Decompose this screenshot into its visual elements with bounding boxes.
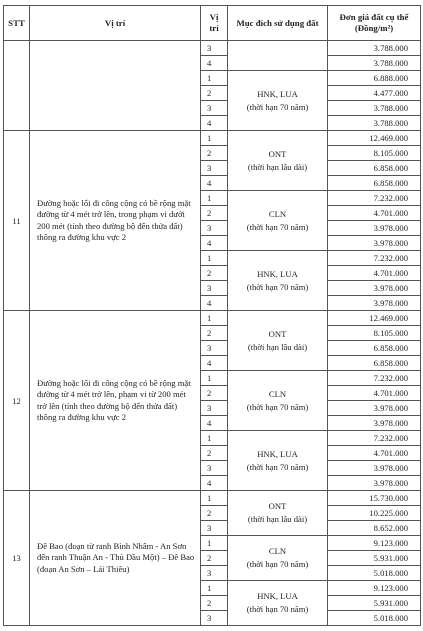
price-cell: 3.788.000: [328, 116, 421, 131]
position-cell: 2: [201, 86, 228, 101]
header-purpose: Mục đích sử dụng đất: [228, 6, 328, 41]
purpose-code: HNK, LUA: [257, 88, 298, 99]
table-row: [4, 491, 421, 506]
purpose-term: (thời hạn lâu dài): [247, 514, 308, 524]
position-cell: 1: [201, 431, 228, 446]
purpose-term: (thời hạn 70 năm): [246, 221, 309, 232]
purpose-cell: [228, 581, 328, 626]
position-cell: 3: [201, 281, 228, 296]
price-cell: 3.978.000: [328, 416, 421, 431]
price-cell: 3.788.000: [328, 56, 421, 71]
purpose-cell: [228, 131, 328, 191]
position-cell: 1: [201, 311, 228, 326]
position-cell: 2: [201, 596, 228, 611]
price-cell: 8.105.000: [328, 326, 421, 341]
purpose-code: ONT: [268, 328, 287, 339]
position-cell: 3: [201, 611, 228, 626]
table-row: [4, 131, 421, 146]
purpose-code: ONT: [268, 148, 287, 159]
table-body: [4, 41, 421, 626]
price-cell: 12.469.000: [328, 311, 421, 326]
position-cell: 1: [201, 536, 228, 551]
purpose-code: CLN: [268, 208, 287, 219]
position-cell: 1: [201, 491, 228, 506]
price-cell: 7.232.000: [328, 251, 421, 266]
position-cell: 2: [201, 266, 228, 281]
stt-cell: [4, 41, 30, 131]
position-cell: 3: [201, 521, 228, 536]
position-cell: 2: [201, 551, 228, 566]
price-cell: 4.701.000: [328, 386, 421, 401]
price-cell: 5.931.000: [328, 596, 421, 611]
position-cell: 3: [201, 41, 228, 56]
price-cell: 4.477.000: [328, 86, 421, 101]
position-cell: 4: [201, 356, 228, 371]
purpose-cell: [228, 431, 328, 491]
purpose-cell: [228, 41, 328, 71]
price-cell: 3.978.000: [328, 476, 421, 491]
position-cell: 3: [201, 341, 228, 356]
price-cell: 6.888.000: [328, 71, 421, 86]
table-header-row: [4, 6, 421, 41]
position-cell: 4: [201, 236, 228, 251]
location-cell: Đường hoặc lối đi công cộng có bề rộng mặt đường từ 4 mét trở lên, trong phạm vi dưới 200 mét (tính theo đường bộ đến thửa đất) thông ra đường khu vực 2: [30, 131, 201, 311]
price-cell: 15.730.000: [328, 491, 421, 506]
header-position: Vị trí: [201, 6, 228, 41]
position-cell: 3: [201, 161, 228, 176]
price-cell: 6.858.000: [328, 161, 421, 176]
price-cell: 5.018.000: [328, 566, 421, 581]
position-cell: 2: [201, 446, 228, 461]
purpose-cell: [228, 311, 328, 371]
price-cell: 3.788.000: [328, 101, 421, 116]
position-cell: 1: [201, 371, 228, 386]
purpose-term: (thời hạn 70 năm): [246, 604, 309, 614]
price-cell: 9.123.000: [328, 581, 421, 596]
purpose-cell: [228, 71, 328, 131]
price-cell: 5.931.000: [328, 551, 421, 566]
position-cell: 4: [201, 116, 228, 131]
position-cell: 2: [201, 506, 228, 521]
position-cell: 1: [201, 71, 228, 86]
stt-cell: 13: [4, 491, 30, 626]
price-cell: 3.978.000: [328, 281, 421, 296]
price-cell: 3.978.000: [328, 296, 421, 311]
purpose-cell: [228, 251, 328, 311]
price-cell: 6.858.000: [328, 176, 421, 191]
purpose-term: (thời hạn 70 năm): [246, 281, 309, 292]
price-cell: 3.788.000: [328, 41, 421, 56]
purpose-code: ONT: [268, 501, 287, 511]
location-cell: Đê Bao (đoạn từ ranh Bình Nhâm - An Sơn đến ranh Thuận An - Thủ Dầu Một) – Đê Bao (đoạn An Sơn – Lái Thiêu): [30, 491, 201, 626]
position-cell: 1: [201, 581, 228, 596]
price-cell: 6.858.000: [328, 341, 421, 356]
price-cell: 8.105.000: [328, 146, 421, 161]
position-cell: 4: [201, 296, 228, 311]
purpose-term: (thời hạn 70 năm): [246, 101, 309, 112]
price-cell: 6.858.000: [328, 356, 421, 371]
position-cell: 2: [201, 386, 228, 401]
position-cell: 2: [201, 326, 228, 341]
price-cell: 7.232.000: [328, 191, 421, 206]
price-cell: 3.978.000: [328, 461, 421, 476]
position-cell: 4: [201, 416, 228, 431]
purpose-code: CLN: [268, 546, 287, 556]
purpose-cell: [228, 371, 328, 431]
purpose-code: HNK, LUA: [257, 448, 298, 459]
position-cell: 3: [201, 461, 228, 476]
price-cell: 8.652.000: [328, 521, 421, 536]
price-cell: 3.978.000: [328, 401, 421, 416]
price-cell: 12.469.000: [328, 131, 421, 146]
purpose-code: HNK, LUA: [257, 268, 298, 279]
position-cell: 1: [201, 191, 228, 206]
price-cell: 7.232.000: [328, 431, 421, 446]
position-cell: 3: [201, 221, 228, 236]
header-stt: STT: [4, 6, 30, 41]
position-cell: 4: [201, 176, 228, 191]
position-cell: 4: [201, 56, 228, 71]
price-cell: 3.978.000: [328, 236, 421, 251]
price-cell: 9.123.000: [328, 536, 421, 551]
price-cell: 3.978.000: [328, 221, 421, 236]
purpose-code: CLN: [268, 388, 287, 399]
price-cell: 10.225.000: [328, 506, 421, 521]
purpose-term: (thời hạn 70 năm): [246, 401, 309, 412]
price-cell: 5.018.000: [328, 611, 421, 626]
header-location: Vị trí: [30, 6, 201, 41]
table-row: [4, 311, 421, 326]
price-cell: 4.701.000: [328, 446, 421, 461]
purpose-cell: [228, 191, 328, 251]
purpose-cell: [228, 536, 328, 581]
stt-cell: 12: [4, 311, 30, 491]
position-cell: 4: [201, 476, 228, 491]
purpose-cell: [228, 491, 328, 536]
land-price-table: [3, 5, 421, 626]
purpose-term: (thời hạn 70 năm): [246, 461, 309, 472]
position-cell: 3: [201, 101, 228, 116]
position-cell: 1: [201, 131, 228, 146]
location-cell: Đường hoặc lối đi công cộng có bề rộng mặt đường từ 4 mét trở lên, phạm vi từ 200 mét trở lên (tính theo đường bộ đến thửa đất) thông ra đường khu vực 2: [30, 311, 201, 491]
location-cell: [30, 41, 201, 131]
stt-cell: 11: [4, 131, 30, 311]
purpose-term: (thời hạn 70 năm): [246, 559, 309, 569]
table-row: [4, 41, 421, 56]
price-cell: 4.701.000: [328, 206, 421, 221]
position-cell: 1: [201, 251, 228, 266]
position-cell: 2: [201, 146, 228, 161]
position-cell: 3: [201, 566, 228, 581]
price-cell: 4.701.000: [328, 266, 421, 281]
price-cell: 7.232.000: [328, 371, 421, 386]
purpose-code: HNK, LUA: [257, 591, 298, 601]
position-cell: 3: [201, 401, 228, 416]
purpose-term: (thời hạn lâu dài): [247, 161, 308, 172]
header-price: Đơn giá đất cụ thể (Đồng/m²): [328, 6, 421, 41]
purpose-term: (thời hạn lâu dài): [247, 341, 308, 352]
position-cell: 2: [201, 206, 228, 221]
